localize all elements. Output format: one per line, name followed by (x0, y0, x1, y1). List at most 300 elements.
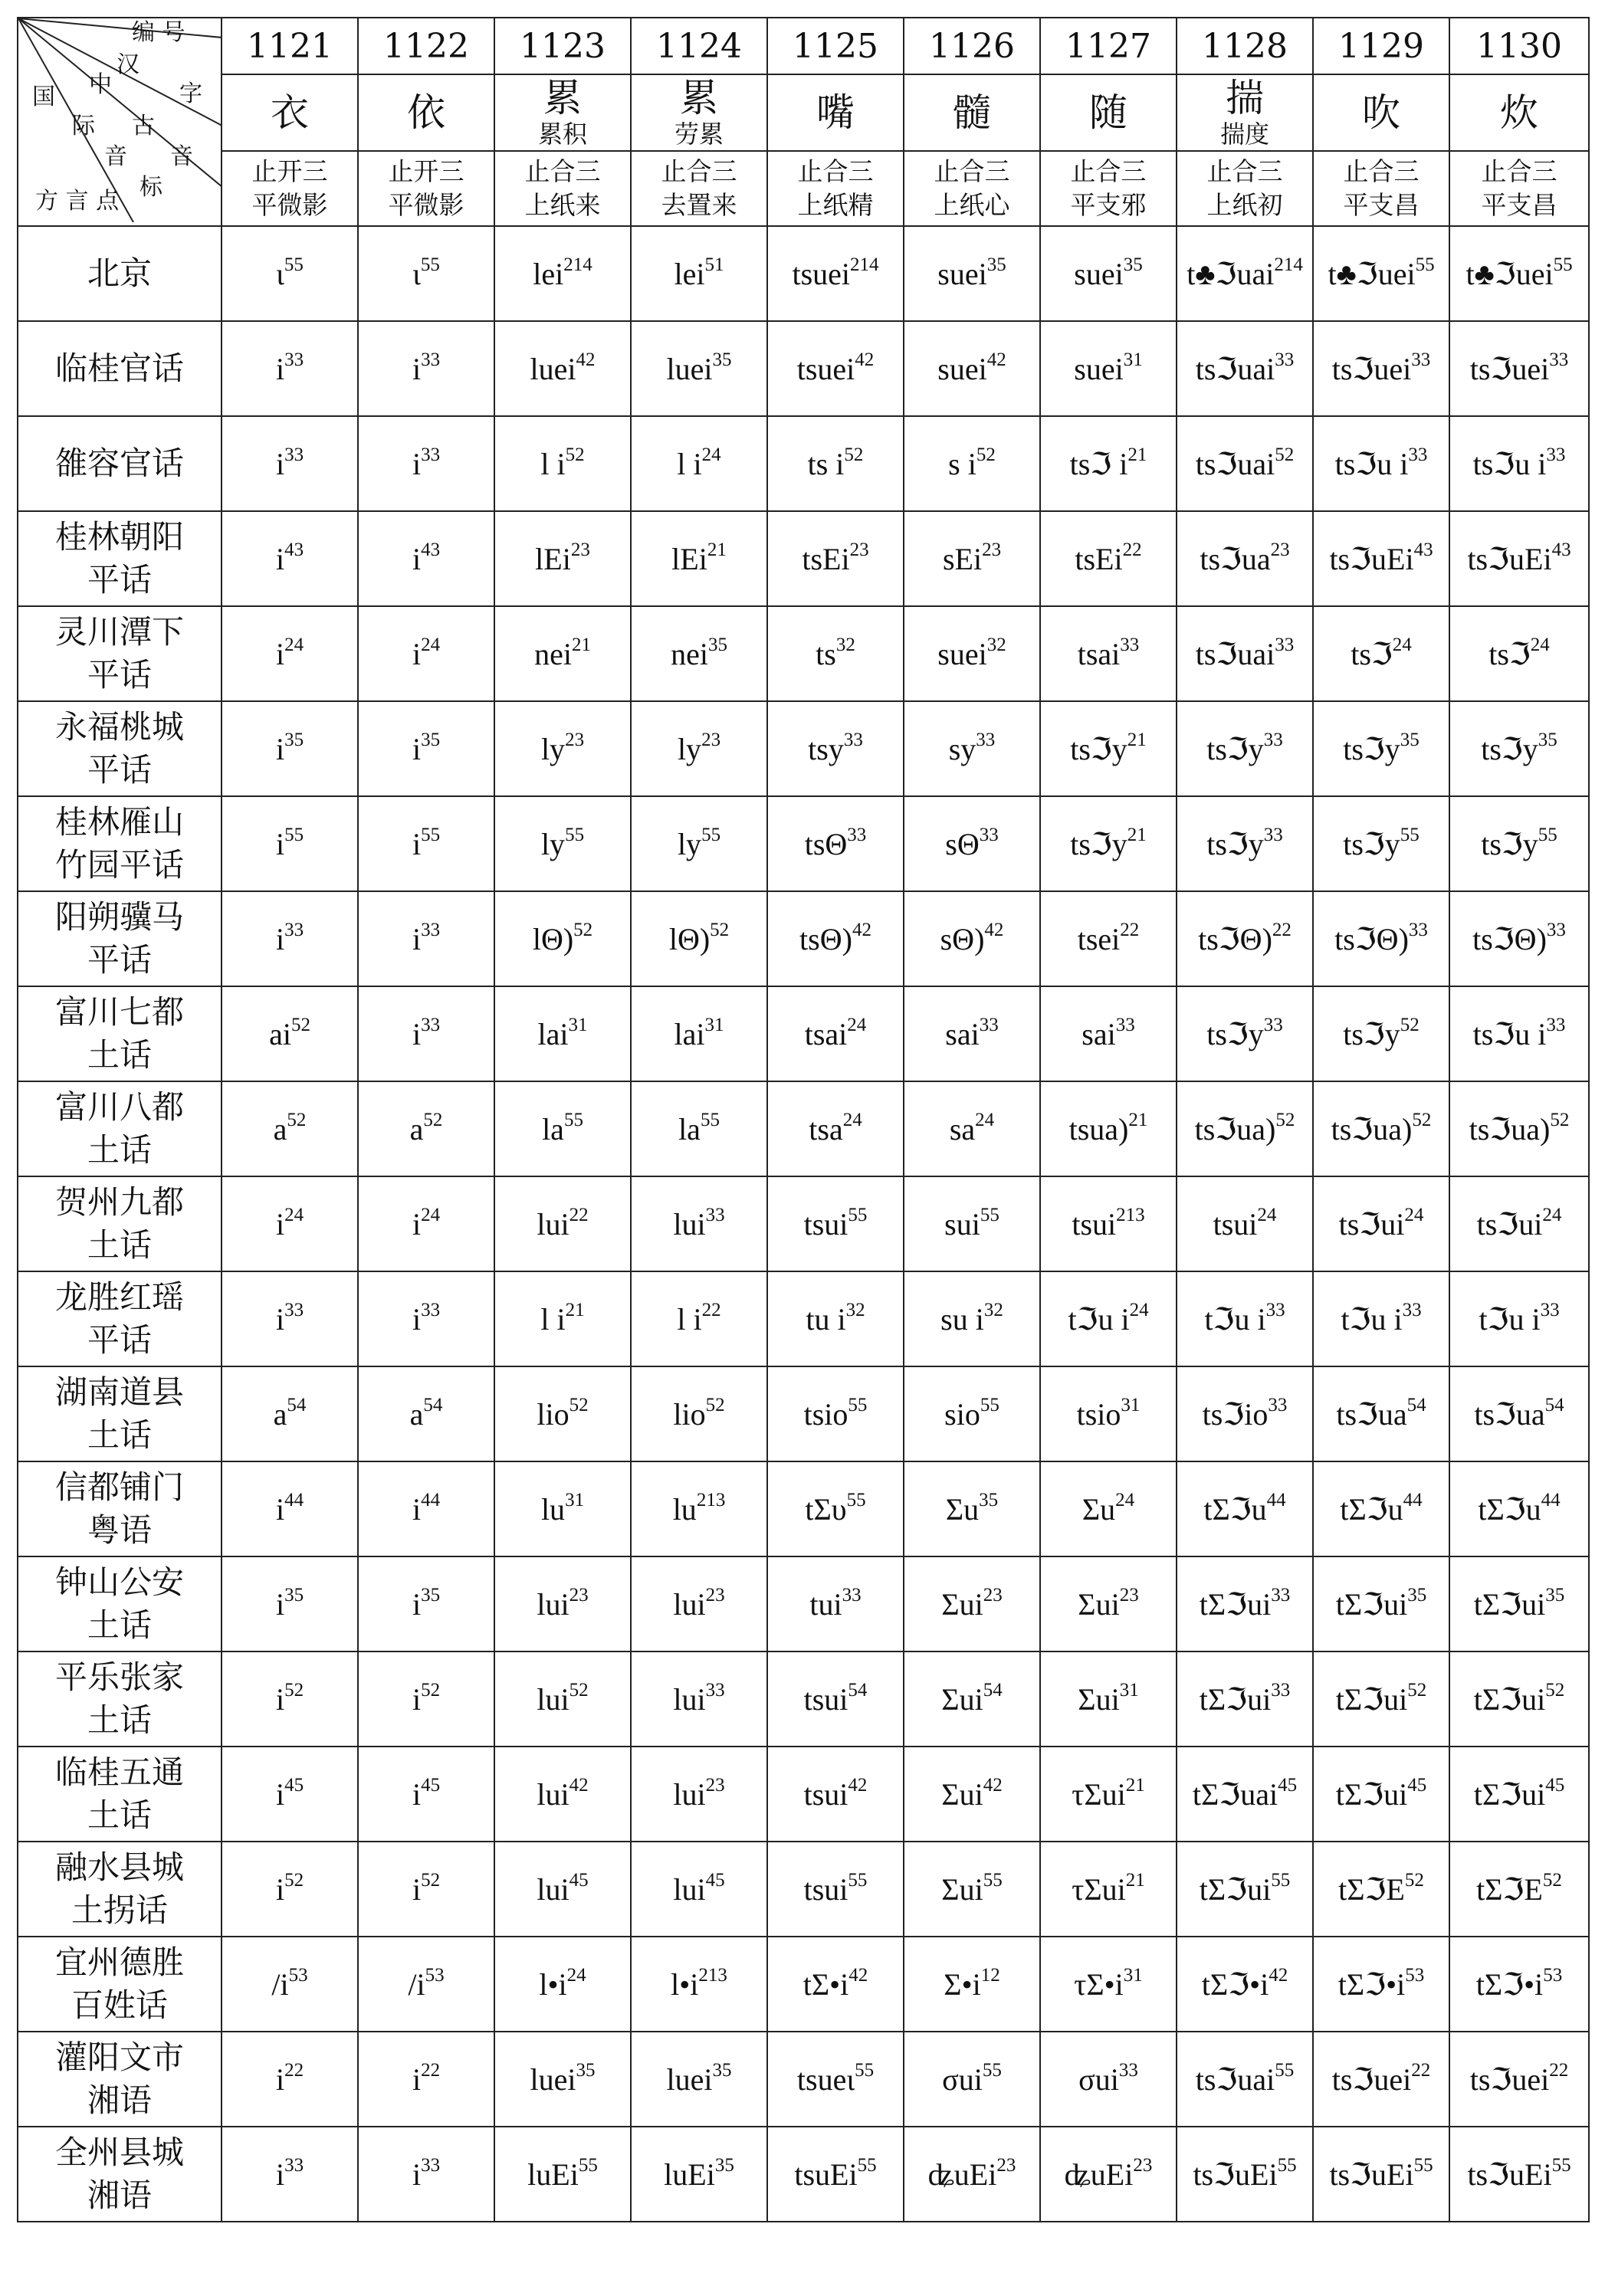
tone-value: 24 (1392, 634, 1412, 655)
ipa-cell (222, 321, 358, 416)
ipa-cell (1177, 1176, 1313, 1271)
ipa-cell (222, 416, 358, 511)
tone-value: 33 (705, 1204, 725, 1225)
ipa-cell (1449, 986, 1589, 1081)
table-row (18, 511, 1589, 606)
ipa-cell (358, 1366, 494, 1461)
middle-chinese-line: 止合三 (661, 156, 737, 186)
ipa-cell (222, 1556, 358, 1651)
dialect-name-line: 土话 (87, 1131, 152, 1169)
ipa-cell (904, 416, 1040, 511)
middle-chinese-line: 上纸来 (524, 190, 601, 220)
ipa-cell (1449, 701, 1589, 796)
table-row (18, 986, 1589, 1081)
character-gloss: 累积 (537, 120, 587, 149)
ipa-base: tsEi (802, 541, 850, 576)
ipa-base: tsℑy (1343, 1016, 1400, 1051)
ipa-cell (1040, 1176, 1177, 1271)
corner-label-fangyandian: 方 言 点 (35, 188, 120, 215)
ipa-base: i (412, 1776, 422, 1812)
ipa-base: i (412, 351, 422, 386)
table-row (18, 1176, 1589, 1271)
middle-chinese-line: 上纸初 (1206, 190, 1283, 220)
ipa-cell (222, 1747, 358, 1842)
ipa-base: tsui (1213, 1206, 1258, 1241)
ipa-cell (1177, 1461, 1313, 1556)
tone-value: 42 (1269, 1964, 1288, 1986)
dialect-name-line: 北京 (87, 254, 152, 292)
ipa-base: luei (666, 351, 713, 386)
ipa-base: ly (677, 826, 702, 861)
tone-value: 33 (1408, 444, 1428, 465)
tone-value: 33 (1271, 1584, 1291, 1606)
ipa-cell (494, 2032, 631, 2127)
ipa-base: tΣℑui (1335, 1776, 1408, 1812)
ipa-cell (1313, 2127, 1449, 2222)
character-glyph: 累 (680, 76, 718, 120)
dialect-name-line: 临桂官话 (54, 349, 184, 387)
tone-value: 23 (705, 1774, 725, 1796)
ipa-base: tΣℑui (1473, 1586, 1546, 1622)
ipa-base: ai (269, 1016, 291, 1051)
tone-value: 33 (705, 1679, 725, 1701)
tone-value: 23 (1119, 1584, 1139, 1606)
ipa-base: tΣℑu (1203, 1491, 1267, 1527)
ipa-base: Σ•i (944, 1966, 981, 2002)
ipa-cell (1449, 891, 1589, 986)
ipa-base: tsℑy (1481, 731, 1538, 766)
tone-value: 52 (573, 919, 593, 940)
corner-label-gu: 古 (132, 113, 155, 139)
tone-value: 33 (1546, 444, 1566, 465)
ipa-base: i (412, 2157, 422, 2192)
ipa-base: tℑu i (1479, 1301, 1541, 1337)
ipa-base: tΣℑui (1335, 1586, 1408, 1622)
ipa-cell (1040, 891, 1177, 986)
tone-value: 54 (1544, 1394, 1564, 1415)
tone-value: 52 (1412, 1109, 1432, 1130)
ipa-base: tsℑy (1343, 731, 1400, 766)
ipa-cell (767, 891, 904, 986)
character-glyph: 髓 (953, 90, 991, 135)
ipa-base: sΘ) (940, 921, 985, 956)
ipa-cell (904, 606, 1040, 701)
tone-value: 54 (1406, 1394, 1426, 1415)
ipa-base: luEi (527, 2157, 579, 2192)
dialect-name-line: 百姓话 (71, 1986, 168, 2024)
character-glyph: 随 (1089, 90, 1127, 135)
ipa-cell (767, 1747, 904, 1842)
ipa-base: luei (530, 2061, 576, 2097)
ipa-cell (631, 1556, 767, 1651)
middle-chinese-category (1313, 151, 1449, 226)
ipa-cell (904, 2127, 1040, 2222)
ipa-cell (1177, 701, 1313, 796)
tone-value: 23 (565, 729, 585, 750)
ipa-cell (1040, 321, 1177, 416)
ipa-cell (222, 226, 358, 321)
ipa-cell (631, 891, 767, 986)
ipa-base: tsui (803, 1681, 848, 1717)
ipa-base: tsℑΘ) (1472, 921, 1547, 956)
tone-value: 21 (1125, 1869, 1145, 1891)
ipa-cell (631, 1461, 767, 1556)
character-glyph: 嘴 (816, 90, 855, 135)
ipa-base: i (275, 1586, 285, 1622)
dialect-name (18, 1271, 222, 1366)
tone-value: 24 (1115, 1489, 1135, 1510)
tone-value: 35 (1538, 729, 1557, 750)
ipa-base: tsui (803, 1871, 848, 1907)
tone-value: 55 (980, 1394, 999, 1415)
ipa-cell (222, 1176, 358, 1271)
tone-value: 33 (284, 1299, 304, 1320)
ipa-cell (1449, 321, 1589, 416)
ipa-base: lai (537, 1016, 569, 1051)
ipa-base: lΘ) (532, 921, 574, 956)
ipa-cell (1177, 1556, 1313, 1651)
ipa-cell (1313, 321, 1449, 416)
ipa-cell (1177, 1937, 1313, 2032)
table-row (18, 1081, 1589, 1176)
ipa-cell (222, 1937, 358, 2032)
tone-value: 33 (421, 2154, 441, 2176)
tone-value: 55 (848, 1204, 868, 1225)
ipa-base: Σui (941, 1776, 983, 1812)
ipa-base: tsuEi (794, 2157, 858, 2192)
tone-value: 42 (855, 349, 875, 370)
dialect-name (18, 701, 222, 796)
tone-value: 213 (1116, 1204, 1145, 1225)
column-number: 1127 (1040, 18, 1177, 74)
ipa-cell (1449, 2127, 1589, 2222)
middle-chinese-line: 平支昌 (1343, 190, 1420, 220)
dialect-name-line: 平话 (87, 656, 152, 694)
ipa-base: i (412, 1301, 422, 1337)
dialect-name-line: 土话 (87, 1606, 152, 1644)
ipa-cell (494, 416, 631, 511)
column-number: 1129 (1313, 18, 1449, 74)
ipa-cell (222, 1651, 358, 1747)
tone-value: 44 (421, 1489, 441, 1510)
tone-value: 35 (1407, 1584, 1427, 1606)
column-number: 1130 (1449, 18, 1589, 74)
tone-value: 45 (284, 1774, 304, 1796)
dialect-name-line: 土话 (87, 1796, 152, 1834)
ipa-cell (1040, 986, 1177, 1081)
ipa-base: tsei (1077, 921, 1121, 956)
ipa-base: lio (673, 1396, 706, 1432)
column-character (767, 74, 904, 151)
tone-value: 24 (1257, 1204, 1277, 1225)
ipa-cell (1040, 1556, 1177, 1651)
header-corner-cell (18, 18, 222, 226)
ipa-cell (222, 1366, 358, 1461)
ipa-cell (631, 1937, 767, 2032)
tone-value: 55 (700, 1109, 720, 1130)
character-glyph: 衣 (271, 90, 309, 135)
dialect-name-line: 平乐张家 (54, 1658, 184, 1696)
ipa-cell (1177, 1081, 1313, 1176)
ipa-base: Σui (941, 1871, 983, 1907)
tone-value: 33 (1263, 824, 1283, 845)
tone-value: 52 (290, 1014, 310, 1035)
column-character (1313, 74, 1449, 151)
table-row (18, 796, 1589, 891)
dialect-name-line: 平话 (87, 751, 152, 789)
tone-value: 35 (712, 349, 732, 370)
ipa-cell (904, 986, 1040, 1081)
tone-value: 42 (852, 919, 871, 940)
tone-value: 31 (565, 1489, 585, 1510)
ipa-cell (494, 2127, 631, 2222)
tone-value: 213 (698, 1964, 727, 1986)
tone-value: 52 (1275, 1109, 1295, 1130)
tone-value: 23 (1133, 2154, 1153, 2176)
tone-value: 33 (1408, 919, 1428, 940)
ipa-cell (904, 226, 1040, 321)
tone-value: 21 (1128, 1109, 1148, 1130)
middle-chinese-line: 去置来 (661, 190, 737, 220)
ipa-cell (904, 1271, 1040, 1366)
middle-chinese-category (904, 151, 1040, 226)
ipa-cell (631, 1081, 767, 1176)
tone-value: 52 (1275, 444, 1295, 465)
tone-value: 52 (423, 1109, 443, 1130)
dialect-name (18, 2032, 222, 2127)
tone-value: 24 (1530, 634, 1550, 655)
ipa-base: suei (1074, 256, 1124, 291)
tone-value: 22 (1549, 2059, 1569, 2081)
ipa-base: tΣℑE (1476, 1871, 1543, 1907)
dialect-name-line: 雒容官话 (54, 444, 184, 482)
tone-value: 55 (578, 2154, 598, 2176)
ipa-cell (494, 226, 631, 321)
ipa-base: tsℑu i (1472, 446, 1547, 481)
ipa-cell (767, 226, 904, 321)
ipa-cell (1449, 606, 1589, 701)
ipa-cell (904, 1747, 1040, 1842)
ipa-cell (1449, 511, 1589, 606)
ipa-base: tΣℑui (1473, 1681, 1546, 1717)
ipa-cell (631, 1271, 767, 1366)
tone-value: 52 (284, 1679, 304, 1701)
ipa-cell (494, 701, 631, 796)
tone-value: 52 (421, 1869, 441, 1891)
ipa-base: tsy (808, 731, 844, 766)
ipa-base: a (273, 1396, 287, 1432)
table-row (18, 1937, 1589, 2032)
ipa-base: tΣℑuai (1192, 1776, 1278, 1812)
tone-value: 54 (423, 1394, 443, 1415)
ipa-base: i (412, 541, 422, 576)
ipa-base: t♣ℑuei (1328, 256, 1416, 291)
tone-value: 22 (1120, 919, 1140, 940)
table-row (18, 321, 1589, 416)
ipa-cell (767, 606, 904, 701)
ipa-base: lui (673, 1206, 706, 1241)
tone-value: 45 (569, 1869, 589, 1891)
ipa-cell (1313, 1081, 1449, 1176)
ipa-cell (904, 2032, 1040, 2127)
tone-value: 32 (983, 1299, 1003, 1320)
ipa-base: lui (537, 1776, 569, 1812)
middle-chinese-category (222, 151, 358, 226)
ipa-base: /i (271, 1966, 289, 2002)
tone-value: 55 (983, 1869, 1003, 1891)
ipa-base: tsuei (796, 351, 855, 386)
tone-value: 35 (1545, 1584, 1565, 1606)
dialect-name-line: 湘语 (87, 2081, 152, 2119)
tone-value: 35 (712, 2059, 732, 2081)
ipa-cell (767, 701, 904, 796)
ipa-cell (631, 1842, 767, 1937)
table-row (18, 1461, 1589, 1556)
column-number: 1125 (767, 18, 904, 74)
ipa-base: i (275, 826, 285, 861)
corner-label-ji: 际 (72, 113, 95, 139)
dialect-name (18, 1937, 222, 2032)
tone-value: 53 (425, 1964, 445, 1986)
tone-value: 33 (284, 444, 304, 465)
tone-value: 21 (1127, 729, 1147, 750)
ipa-base: tsℑui (1476, 1206, 1543, 1241)
tone-value: 55 (563, 1109, 583, 1130)
ipa-base: i (412, 921, 422, 956)
middle-chinese-category (631, 151, 767, 226)
dialect-name (18, 321, 222, 416)
tone-value: 44 (1403, 1489, 1423, 1510)
dialect-name-line: 龙胜红瑶 (54, 1278, 184, 1316)
ipa-base: τΣ•i (1074, 1966, 1124, 2002)
table-row (18, 416, 1589, 511)
ipa-base: lui (537, 1586, 569, 1622)
tone-value: 52 (1404, 1869, 1424, 1891)
corner-label-guo: 国 (32, 84, 55, 110)
table-row (18, 2127, 1589, 2222)
ipa-cell (1449, 2032, 1589, 2127)
ipa-base: tsℑio (1202, 1396, 1269, 1432)
ipa-cell (767, 1842, 904, 1937)
ipa-cell (222, 1271, 358, 1366)
column-number: 1123 (494, 18, 631, 74)
ipa-cell (1313, 226, 1449, 321)
ipa-base: i (275, 1301, 285, 1337)
middle-chinese-line: 平微影 (388, 190, 464, 220)
ipa-base: su i (940, 1301, 984, 1337)
ipa-base: ly (540, 731, 566, 766)
tone-value: 31 (704, 1014, 724, 1035)
ipa-cell (1177, 2127, 1313, 2222)
corner-label-zhong: 中 (89, 71, 112, 98)
tone-value: 21 (565, 1299, 585, 1320)
middle-chinese-category (767, 151, 904, 226)
tone-value: 44 (1541, 1489, 1561, 1510)
tone-value: 214 (563, 254, 592, 275)
dialect-name (18, 1081, 222, 1176)
ipa-base: lai (674, 1016, 705, 1051)
tone-value: 55 (1415, 254, 1435, 275)
tone-value: 54 (287, 1394, 307, 1415)
middle-chinese-line: 止合三 (1070, 156, 1147, 186)
dialect-pronunciation-table (17, 17, 1590, 2222)
table-row (18, 1271, 1589, 1366)
tone-value: 55 (701, 824, 721, 845)
tone-value: 52 (569, 1394, 589, 1415)
dialect-name-line: 宜州德胜 (54, 1943, 184, 1981)
ipa-cell (358, 1556, 494, 1651)
ipa-base: tsℑua (1474, 1396, 1545, 1432)
tone-value: 52 (1542, 1869, 1562, 1891)
tone-value: 33 (1540, 1299, 1560, 1320)
ipa-base: tsℑ (1488, 636, 1531, 671)
ipa-cell (767, 796, 904, 891)
ipa-cell (494, 986, 631, 1081)
character-gloss: 揣度 (1219, 120, 1269, 149)
corner-label-bianhao: 编 号 (132, 19, 185, 46)
ipa-cell (358, 1271, 494, 1366)
ipa-cell (494, 1081, 631, 1176)
ipa-base: suei (937, 351, 987, 386)
ipa-base: luei (530, 351, 576, 386)
ipa-cell (358, 1081, 494, 1176)
dialect-name-line: 平话 (87, 561, 152, 599)
ipa-base: Σui (941, 1586, 983, 1622)
ipa-cell (631, 606, 767, 701)
tone-value: 55 (420, 254, 440, 275)
tone-value: 35 (1400, 729, 1420, 750)
tone-value: 42 (576, 349, 596, 370)
ipa-cell (767, 2032, 904, 2127)
ipa-base: tsℑu i (1334, 446, 1409, 481)
ipa-base: tsℑuei (1331, 2061, 1412, 2097)
middle-chinese-line: 止合三 (934, 156, 1010, 186)
tone-value: 45 (705, 1869, 725, 1891)
ipa-base: Σui (1078, 1586, 1120, 1622)
ipa-base: tΣ•i (802, 1966, 849, 2002)
tone-value: 54 (983, 1679, 1003, 1701)
ipa-base: a (409, 1396, 424, 1432)
ipa-cell (1449, 1937, 1589, 2032)
tone-value: 33 (1120, 634, 1140, 655)
ipa-base: lui (673, 1586, 706, 1622)
ipa-base: tsℑy (1343, 826, 1400, 861)
dialect-name-line: 贺州九都 (54, 1183, 184, 1221)
ipa-cell (494, 1842, 631, 1937)
tone-value: 23 (570, 539, 590, 560)
ipa-base: a (273, 1111, 287, 1146)
ipa-base: σui (942, 2061, 983, 2097)
ipa-base: tℑu i (1341, 1301, 1403, 1337)
ipa-cell (631, 2032, 767, 2127)
ipa-cell (1313, 1937, 1449, 2032)
ipa-base: l•i (671, 1966, 699, 2002)
tone-value: 23 (996, 2154, 1016, 2176)
tone-value: 43 (284, 539, 304, 560)
tone-value: 24 (284, 1204, 304, 1225)
ipa-base: sy (948, 731, 976, 766)
ipa-base: ι (276, 256, 284, 291)
tone-value: 55 (855, 2059, 875, 2081)
dialect-name-line: 平话 (87, 1321, 152, 1359)
tone-value: 33 (979, 824, 999, 845)
ipa-base: i (275, 2061, 285, 2097)
ipa-base: lio (537, 1396, 569, 1432)
tone-value: 33 (1402, 1299, 1422, 1320)
ipa-base: suei (1074, 351, 1124, 386)
character-glyph: 吹 (1362, 90, 1400, 135)
ipa-cell (1313, 1747, 1449, 1842)
